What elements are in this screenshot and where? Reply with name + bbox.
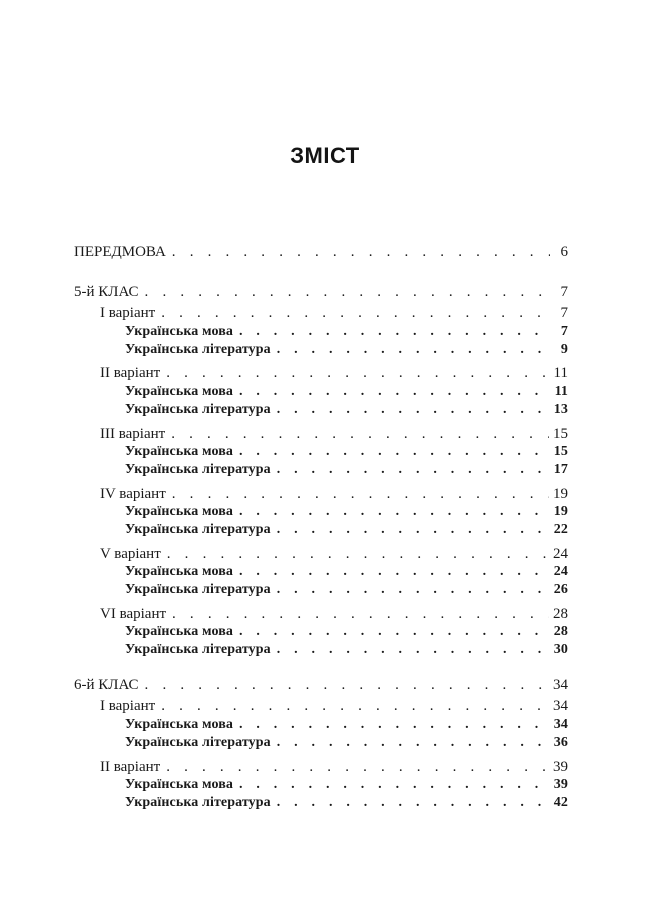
- toc-subject: [74, 341, 568, 359]
- toc-entry-label: Українська мова: [125, 777, 233, 793]
- toc-subject: [74, 443, 568, 461]
- toc-entry-page: 42: [553, 794, 568, 810]
- toc-entry-label: ІІ варіант: [100, 365, 161, 382]
- toc-entry-page: 26: [553, 582, 568, 597]
- toc-entry-page: 17: [553, 461, 568, 477]
- toc-entry-label: І варіант: [100, 305, 156, 322]
- dot-leader: [166, 365, 549, 383]
- toc-entry-label: Українська література: [125, 734, 271, 750]
- dot-leader: [239, 776, 550, 794]
- toc-entry-page: 36: [553, 734, 568, 750]
- toc-entry-page: 15: [553, 425, 568, 442]
- toc-variant: [74, 759, 568, 777]
- toc-entry-label: Українська література: [125, 401, 271, 417]
- toc-entry-page: 11: [553, 365, 568, 382]
- toc-entry-page: 28: [553, 624, 568, 640]
- dot-leader: [277, 401, 550, 419]
- toc-entry-page: 6: [560, 244, 568, 260]
- toc-entry-label: V варіант: [100, 545, 161, 562]
- toc-entry-label: VI варіант: [100, 605, 167, 622]
- toc-section: [74, 284, 568, 302]
- toc-variant: [74, 606, 568, 624]
- toc-subject: [74, 401, 568, 419]
- page-title: ЗМІСТ: [290, 143, 360, 168]
- toc-entry-page: 7: [560, 305, 568, 322]
- toc-subject: [74, 794, 568, 812]
- dot-leader: [277, 341, 550, 359]
- dot-leader: [277, 794, 550, 812]
- toc-subject: [74, 641, 568, 659]
- toc-entry-label: Українська мова: [125, 444, 233, 460]
- toc-entry-label: Українська література: [125, 341, 271, 357]
- toc-entry-page: 34: [553, 717, 568, 733]
- toc-variant: [74, 305, 568, 323]
- toc-variant: [74, 486, 568, 504]
- dot-leader: [145, 284, 550, 302]
- toc-entry-page: 19: [553, 504, 568, 520]
- dot-leader: [172, 606, 549, 624]
- toc-subject: [74, 323, 568, 341]
- toc-entry-label: Українська література: [125, 521, 271, 537]
- dot-leader: [239, 563, 550, 581]
- dot-leader: [166, 759, 549, 777]
- toc-variant: [74, 698, 568, 716]
- toc-entry-page: 22: [553, 521, 568, 537]
- dot-leader: [161, 305, 550, 323]
- dot-leader: [277, 521, 550, 539]
- toc-entry-page: 24: [553, 545, 568, 562]
- toc-entry-page: 34: [553, 698, 568, 715]
- toc-entry-page: 30: [553, 642, 568, 658]
- toc-entry-label: Українська література: [125, 642, 271, 658]
- toc-subject: [74, 581, 568, 599]
- toc-subject: [74, 383, 568, 401]
- dot-leader: [172, 244, 550, 262]
- toc-entry-label: Українська література: [125, 794, 271, 810]
- toc-entry-label: ПЕРЕДМОВА: [74, 244, 166, 260]
- toc-entry-label: 6-й КЛАС: [74, 676, 139, 693]
- dot-leader: [277, 641, 550, 659]
- toc-entry-page: 39: [553, 758, 568, 775]
- toc-section: [74, 677, 568, 695]
- toc-entry-label: І варіант: [100, 698, 156, 715]
- table-of-contents: [74, 244, 568, 812]
- toc-variant: [74, 546, 568, 564]
- dot-leader: [171, 426, 549, 444]
- dot-leader: [167, 546, 549, 564]
- toc-entry-label: Українська література: [125, 582, 271, 597]
- toc-subject: [74, 461, 568, 479]
- toc-subject: [74, 521, 568, 539]
- toc-entry-page: 34: [553, 676, 568, 693]
- toc-entry-label: ІІІ варіант: [100, 425, 166, 442]
- toc-entry-page: 13: [553, 401, 568, 417]
- toc-subject: [74, 776, 568, 794]
- dot-leader: [239, 503, 550, 521]
- toc-entry-label: 5-й КЛАС: [74, 283, 139, 300]
- toc-entry-page: 9: [560, 341, 568, 357]
- toc-entry-label: IV варіант: [100, 485, 166, 502]
- toc-subject: [74, 734, 568, 752]
- toc-entry-label: Українська мова: [125, 504, 233, 520]
- dot-leader: [161, 698, 549, 716]
- toc-entry-page: 7: [560, 283, 568, 300]
- toc-subject: [74, 623, 568, 641]
- dot-leader: [277, 734, 550, 752]
- dot-leader: [277, 581, 550, 599]
- toc-subject: [74, 563, 568, 581]
- dot-leader: [277, 461, 550, 479]
- toc-entry-page: 39: [553, 777, 568, 793]
- dot-leader: [239, 443, 550, 461]
- dot-leader: [172, 486, 549, 504]
- toc-entry-label: Українська мова: [125, 624, 233, 640]
- toc-entry-label: ІІ варіант: [100, 758, 161, 775]
- toc-entry-page: 15: [553, 444, 568, 460]
- dot-leader: [239, 623, 550, 641]
- toc-entry-label: Українська мова: [125, 564, 233, 580]
- toc-entry-label: Українська мова: [125, 324, 233, 340]
- dot-leader: [239, 383, 550, 401]
- toc-entry-page: 24: [553, 564, 568, 580]
- dot-leader: [239, 716, 550, 734]
- dot-leader: [145, 677, 549, 695]
- toc-subject: [74, 716, 568, 734]
- toc-variant: [74, 365, 568, 383]
- dot-leader: [239, 323, 550, 341]
- toc-entry-label: Українська література: [125, 461, 271, 477]
- toc-entry-page: 28: [553, 605, 568, 622]
- toc-entry-label: Українська мова: [125, 384, 233, 400]
- toc-entry-label: Українська мова: [125, 717, 233, 733]
- toc-section: [74, 244, 568, 262]
- toc-entry-page: 11: [554, 384, 568, 400]
- toc-entry-page: 19: [553, 485, 568, 502]
- toc-entry-page: 7: [560, 324, 568, 340]
- toc-subject: [74, 503, 568, 521]
- toc-variant: [74, 426, 568, 444]
